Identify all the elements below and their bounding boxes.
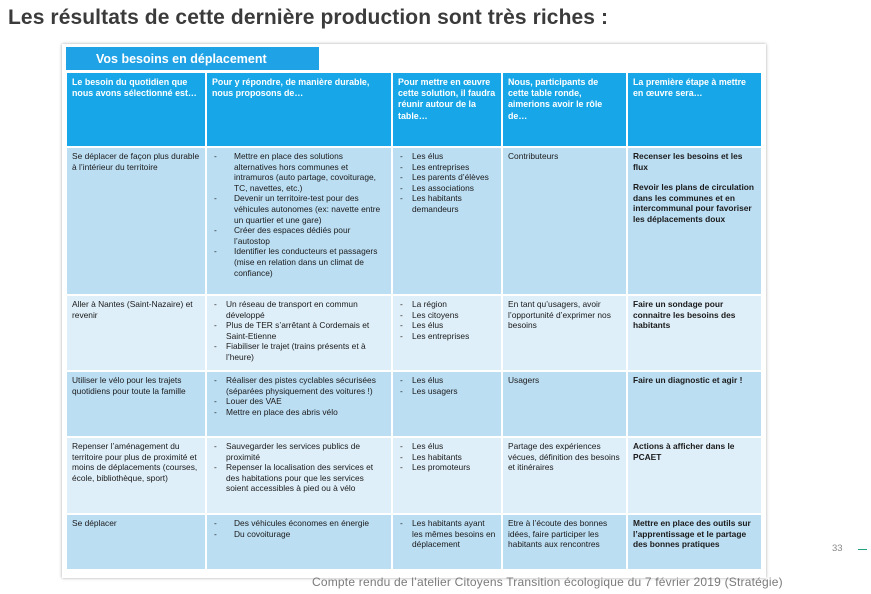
list-item: - Un réseau de transport en commun développé [212, 299, 386, 320]
list-item: - Fiabiliser le trajet (trains présents et à l’heure) [212, 341, 386, 362]
list-item: - Les entreprises [398, 331, 496, 342]
row-5-need: Se déplacer [67, 515, 207, 571]
list-item: - Les élus [398, 441, 496, 452]
row-5-role: Etre à l’écoute des bonnes idées, faire participer les habitants aux rencontres [503, 515, 628, 571]
list-item: - La région [398, 299, 496, 310]
table-caption: Vos besoins en déplacement [66, 47, 319, 70]
row-2-role: En tant qu’usagers, avoir l’opportunité d’exprimer nos besoins [503, 296, 628, 372]
list-item: - Sauvegarder les services publics de proximité [212, 441, 386, 462]
list-item: - Du covoiturage [212, 529, 386, 540]
list-item: - Les élus [398, 375, 496, 386]
header-first-step: La première étape à mettre en œuvre sera… [628, 73, 763, 148]
list-item: - Les usagers [398, 386, 496, 397]
row-2-proposals [207, 296, 393, 372]
row-5-first-step: Mettre en place des outils sur l’apprentissage et le partage des bonnes pratiques [628, 515, 763, 571]
list-item: - Devenir un territoire-test pour des véhicules autonomes (ex: navette entre un quartier et une gare) [212, 193, 386, 225]
list-item: - Les habitants demandeurs [398, 193, 496, 214]
page-number-dash [858, 549, 867, 550]
list-item: - Les élus [398, 151, 496, 162]
row-3-role: Usagers [503, 372, 628, 438]
row-1-proposals [207, 148, 393, 296]
row-4-role: Partage des expériences vécues, définition des besoins et itinéraires [503, 438, 628, 515]
list-item: - Louer des VAE [212, 396, 386, 407]
list-item: - Créer des espaces dédiés pour l’autostop [212, 225, 386, 246]
row-5-proposals [207, 515, 393, 571]
row-3-proposals [207, 372, 393, 438]
list-item: - Les élus [398, 320, 496, 331]
list-item: - Les parents d’élèves [398, 172, 496, 183]
row-4-proposals [207, 438, 393, 515]
row-5-actors [393, 515, 503, 571]
row-3-actors [393, 372, 503, 438]
list-item: - Les promoteurs [398, 462, 496, 473]
header-proposals: Pour y répondre, de manière durable, nous proposons de… [207, 73, 393, 148]
row-1-need: Se déplacer de façon plus durable à l’intérieur du territoire [67, 148, 207, 296]
row-3-first-step: Faire un diagnostic et agir ! [628, 372, 763, 438]
list-item: - Les entreprises [398, 162, 496, 173]
row-1-role: Contributeurs [503, 148, 628, 296]
list-item: - Réaliser des pistes cyclables sécurisées (séparées physiquement des voitures !) [212, 375, 386, 396]
row-4-first-step: Actions à afficher dans le PCAET [628, 438, 763, 515]
row-4-actors [393, 438, 503, 515]
list-item: - Les habitants ayant les mêmes besoins en déplacement [398, 518, 496, 550]
slide-title: Les résultats de cette dernière production sont très riches : [8, 6, 609, 29]
list-item: - Les citoyens [398, 310, 496, 321]
list-item: - Mettre en place des abris vélo [212, 407, 386, 418]
list-item: - Plus de TER s’arrêtant à Cordemais et Saint-Etienne [212, 320, 386, 341]
row-2-first-step: Faire un sondage pour connaitre les besoins des habitants [628, 296, 763, 372]
list-item: - Les habitants [398, 452, 496, 463]
row-2-actors [393, 296, 503, 372]
list-item: - Mettre en place des solutions alternatives hors communes et intramuros (auto partage, covoiturage, TC, navettes, etc.) [212, 151, 386, 193]
list-item: - Des véhicules économes en énergie [212, 518, 386, 529]
page-number: 33 [832, 543, 843, 554]
header-actors: Pour mettre en œuvre cette solution, il faudra réunir autour de la table… [393, 73, 503, 148]
row-2-need: Aller à Nantes (Saint-Nazaire) et revenir [67, 296, 207, 372]
header-need: Le besoin du quotidien que nous avons sélectionné est… [67, 73, 207, 148]
needs-table-figure [62, 44, 766, 578]
row-1-actors [393, 148, 503, 296]
list-item: - Les associations [398, 183, 496, 194]
row-1-first-step: Recenser les besoins et les flux Revoir les plans de circulation dans les communes et en intercommunal pour favoriser les déplacements doux [628, 148, 763, 296]
list-item: - Repenser la localisation des services et des habitations pour que les services soient accessibles à pied ou à vélo [212, 462, 386, 494]
header-role: Nous, participants de cette table ronde, aimerions avoir le rôle de… [503, 73, 628, 148]
row-4-need: Repenser l’aménagement du territoire pour plus de proximité et moins de déplacements (courses, école, bibliothèque, sport) [67, 438, 207, 515]
needs-table [66, 73, 762, 571]
list-item: - Identifier les conducteurs et passagers (mise en relation dans un climat de confiance) [212, 246, 386, 278]
footer-note: Compte rendu de l’atelier Citoyens Transition écologique du 7 février 2019 (Stratégie) [312, 575, 783, 589]
row-3-need: Utiliser le vélo pour les trajets quotidiens pour toute la famille [67, 372, 207, 438]
